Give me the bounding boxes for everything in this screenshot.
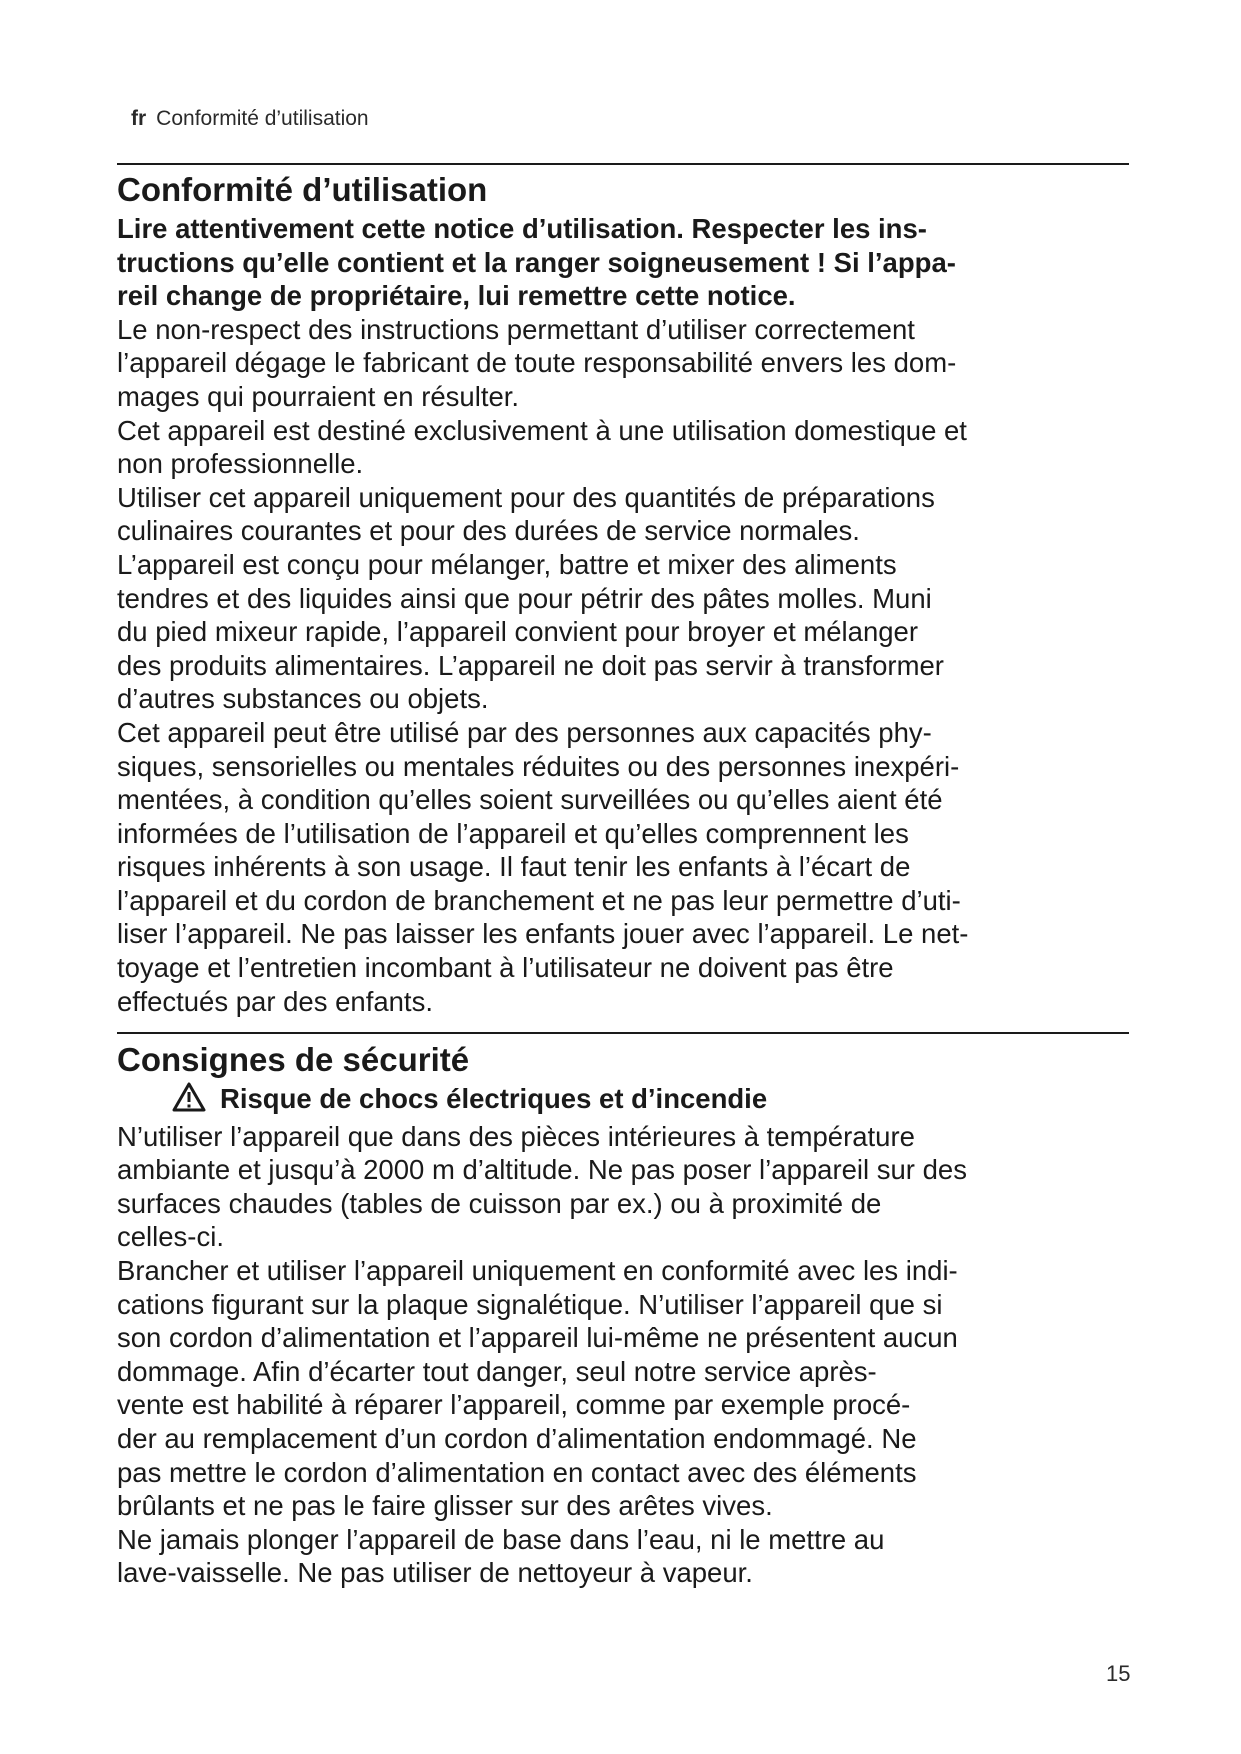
body-line: L’appareil est conçu pour mélanger, battre et mixer des aliments (117, 548, 897, 580)
body-line: informées de l’utilisation de l’appareil et qu’elles comprennent les (117, 817, 909, 849)
body-text-conformite (117, 313, 1129, 1018)
body-line: lave-vaisselle. Ne pas utiliser de nettoyeur à vapeur. (117, 1557, 753, 1589)
body-line: l’appareil dégage le fabricant de toute responsabilité envers les dom- (117, 347, 957, 379)
body-line: du pied mixeur rapide, l’appareil convient pour broyer et mélanger (117, 616, 919, 648)
body-line: N’utiliser l’appareil que dans des pièces intérieures à température (117, 1120, 915, 1152)
body-line: cations figurant sur la plaque signalétique. N’utiliser l’appareil que si (117, 1288, 943, 1320)
body-line: l’appareil et du cordon de branchement et ne pas leur permettre d’uti- (117, 884, 961, 916)
body-line: Utiliser cet appareil uniquement pour des quantités de préparations (117, 481, 935, 513)
body-text-securite (117, 1120, 1129, 1590)
section-divider-2 (117, 1032, 1129, 1034)
body-line: Le non-respect des instructions permettant d’utiliser correctement (117, 313, 915, 345)
section-divider-1 (117, 163, 1129, 165)
body-line: Brancher et utiliser l’appareil uniquement en conformité avec les indi- (117, 1254, 958, 1286)
body-line: dommage. Afin d’écarter tout danger, seul notre service après- (117, 1355, 877, 1387)
warning-heading (117, 1082, 1129, 1120)
body-line: mages qui pourraient en résulter. (117, 380, 520, 412)
section-title-conformite: Conformité d’utilisation (117, 171, 488, 208)
body-line: mentées, à condition qu’elles soient surveillées ou qu’elles aient été (117, 784, 943, 816)
header-section-title: Conformité d’utilisation (156, 107, 369, 130)
body-line: Cet appareil est destiné exclusivement à une utilisation domestique et (117, 414, 967, 446)
body-line: ambiante et jusqu’à 2000 m d’altitude. Ne pas poser l’appareil sur des (117, 1154, 967, 1186)
warning-heading-text: Risque de chocs électriques et d’incendie (220, 1083, 768, 1114)
body-line: pas mettre le cordon d’alimentation en contact avec des éléments (117, 1456, 917, 1488)
body-line: surfaces chaudes (tables de cuisson par ex.) ou à proximité de (117, 1187, 882, 1219)
section-conformite (117, 168, 1129, 1018)
body-line: non professionnelle. (117, 448, 364, 480)
language-code: fr (131, 107, 147, 130)
body-line: Cet appareil peut être utilisé par des personnes aux capacités phy- (117, 716, 932, 748)
body-line: liser l’appareil. Ne pas laisser les enfants jouer avec l’appareil. Le net- (117, 918, 969, 950)
body-line: effectués par des enfants. (117, 985, 433, 1017)
lead-line: tructions qu’elle contient et la ranger soigneusement ! Si l’appa- (117, 246, 956, 278)
running-header (131, 106, 369, 132)
body-line: tendres et des liquides ainsi que pour pétrir des pâtes molles. Muni (117, 582, 932, 614)
lead-line: Lire attentivement cette notice d’utilisation. Respecter les ins- (117, 213, 927, 244)
lead-paragraph (117, 212, 1129, 313)
body-line: celles-ci. (117, 1221, 224, 1253)
body-line: risques inhérents à son usage. Il faut tenir les enfants à l’écart de (117, 851, 911, 883)
body-line: d’autres substances ou objets. (117, 683, 489, 715)
body-line: siques, sensorielles ou mentales réduites ou des personnes inexpéri- (117, 750, 960, 782)
section-title-securite: Consignes de sécurité (117, 1041, 470, 1078)
body-line: toyage et l’entretien incombant à l’utilisateur ne doivent pas être (117, 952, 894, 984)
body-line: Ne jamais plonger l’appareil de base dans l’eau, ni le mettre au (117, 1523, 885, 1555)
page-number: 15 (1106, 1661, 1131, 1686)
section-securite (117, 1038, 1129, 1590)
body-line: culinaires courantes et pour des durées de service normales. (117, 515, 860, 547)
body-line: der au remplacement d’un cordon d’alimentation endommagé. Ne (117, 1422, 917, 1454)
body-line: vente est habilité à réparer l’appareil, comme par exemple procé- (117, 1389, 911, 1421)
lead-line: reil change de propriétaire, lui remettre cette notice. (117, 280, 796, 312)
body-line: brûlants et ne pas le faire glisser sur des arêtes vives. (117, 1490, 773, 1522)
body-line: son cordon d’alimentation et l’appareil lui-même ne présentent aucun (117, 1322, 958, 1354)
warning-triangle-icon (172, 1082, 206, 1120)
body-line: des produits alimentaires. L’appareil ne doit pas servir à transformer (117, 649, 944, 681)
